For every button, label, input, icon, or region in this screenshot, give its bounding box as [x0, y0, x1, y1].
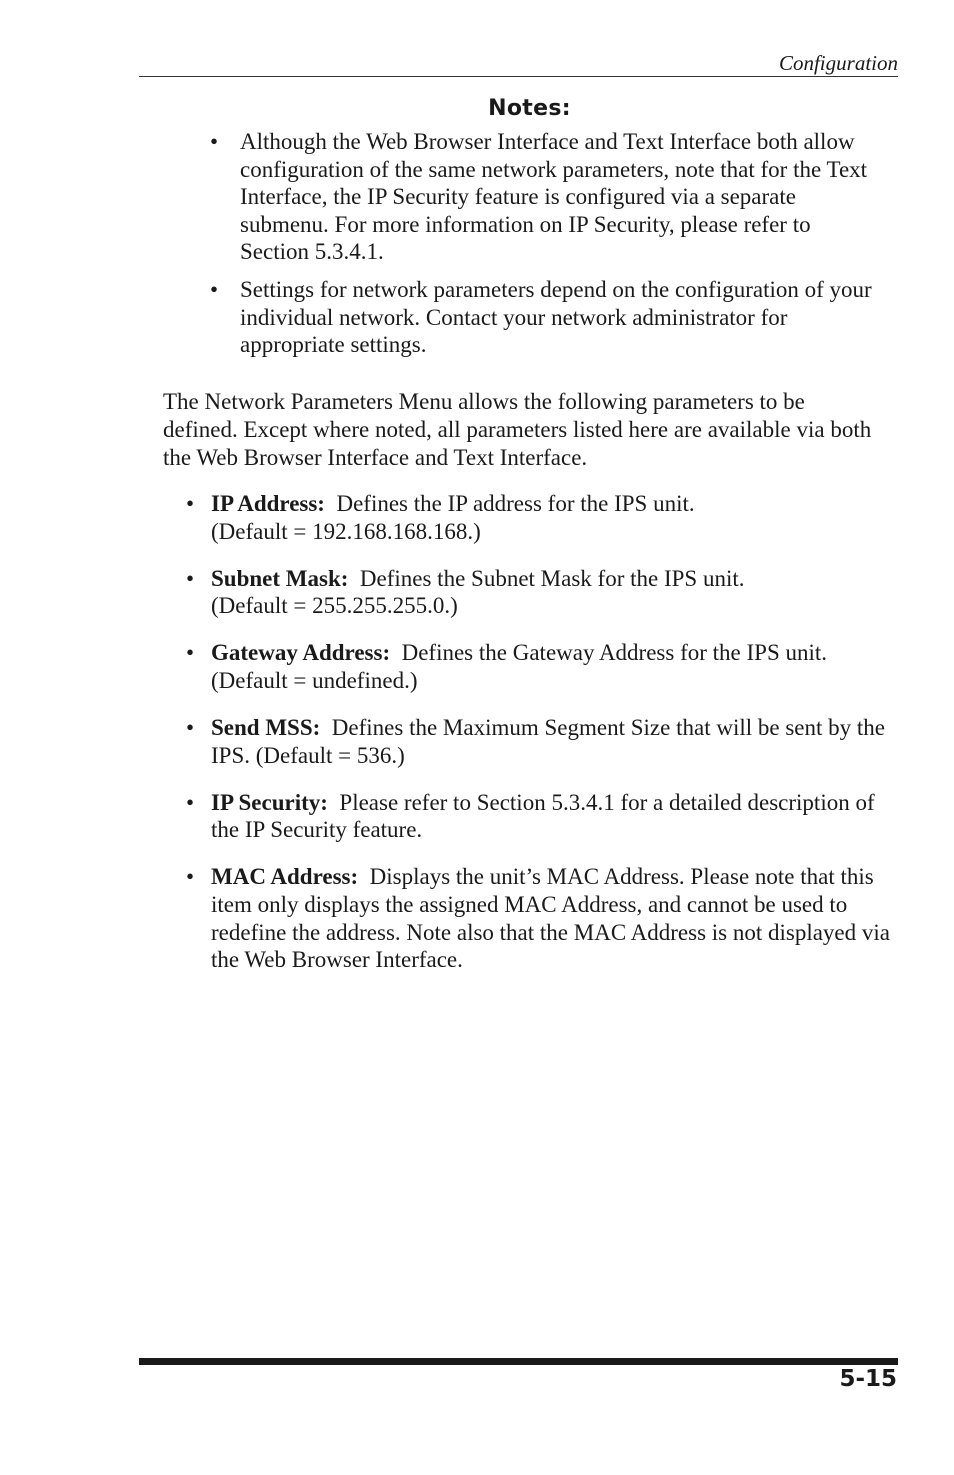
parameter-description: Please refer to Section 5.3.4.1 for a detailed description of the IP Security feature. [211, 789, 875, 843]
parameter-item-ip-address [186, 490, 896, 545]
page-number: 5-15 [839, 1366, 897, 1392]
bullet-icon: • [186, 565, 195, 591]
parameter-item-send-mss [186, 714, 896, 769]
parameter-default: (Default = 192.168.168.168.) [211, 518, 481, 544]
bullet-icon: • [210, 276, 219, 302]
footer-rule [139, 1358, 898, 1365]
parameter-description: Defines the Maximum Segment Size that will be sent by the IPS. (Default = 536.) [211, 715, 885, 768]
parameter-item-gateway-address [186, 639, 896, 694]
note-item [210, 276, 880, 359]
notes-heading: Notes: [488, 96, 571, 121]
bullet-icon: • [186, 789, 195, 815]
parameter-description: Displays the unit’s MAC Address. Please note that this item only displays the assigned MAC Address, and cannot be used to redefine the address. Note also that the MAC Address is not displayed via the Web Browser Interface. [211, 864, 890, 973]
parameter-default: (Default = undefined.) [211, 667, 418, 693]
note-item [210, 128, 880, 266]
note-text: Although the Web Browser Interface and Text Interface both allow configuration of the same network parameters, note that for the Text Interface, the IP Security feature is configured via a separate submenu. For more information on IP Security, please refer to Section 5.3.4.1. [240, 129, 868, 265]
section-title: Configuration [778, 51, 898, 75]
parameter-description: Defines the Subnet Mask for the IPS unit. [359, 565, 745, 591]
parameter-term: Gateway Address: [211, 640, 391, 666]
parameter-term: Send MSS: [211, 715, 321, 741]
bullet-icon: • [186, 715, 195, 741]
parameter-item-mac-address [186, 863, 896, 973]
intro-paragraph: The Network Parameters Menu allows the following parameters to be defined. Except where noted, all parameters listed here are available via both the Web Browser Interface and Text Interface. [163, 389, 872, 470]
parameter-term: IP Address: [211, 491, 325, 516]
parameter-item-ip-security [186, 789, 896, 844]
running-header [139, 50, 898, 77]
bullet-icon: • [186, 640, 195, 666]
bullet-icon: • [210, 129, 219, 154]
parameter-description: Defines the IP address for the IPS unit. [336, 491, 695, 516]
parameter-item-subnet-mask [186, 565, 896, 620]
notes-list [210, 128, 880, 369]
parameters-list [186, 490, 896, 993]
parameter-term: Subnet Mask: [211, 565, 349, 591]
parameter-term: MAC Address: [211, 864, 359, 890]
bullet-icon: • [186, 864, 195, 890]
parameter-term: IP Security: [211, 789, 328, 815]
parameter-default: (Default = 255.255.255.0.) [211, 593, 458, 619]
parameter-description: Defines the Gateway Address for the IPS unit. [401, 640, 828, 666]
note-text: Settings for network parameters depend on the configuration of your individual network. Contact your network administrator for appropriate settings. [240, 276, 872, 358]
bullet-icon: • [186, 491, 195, 516]
